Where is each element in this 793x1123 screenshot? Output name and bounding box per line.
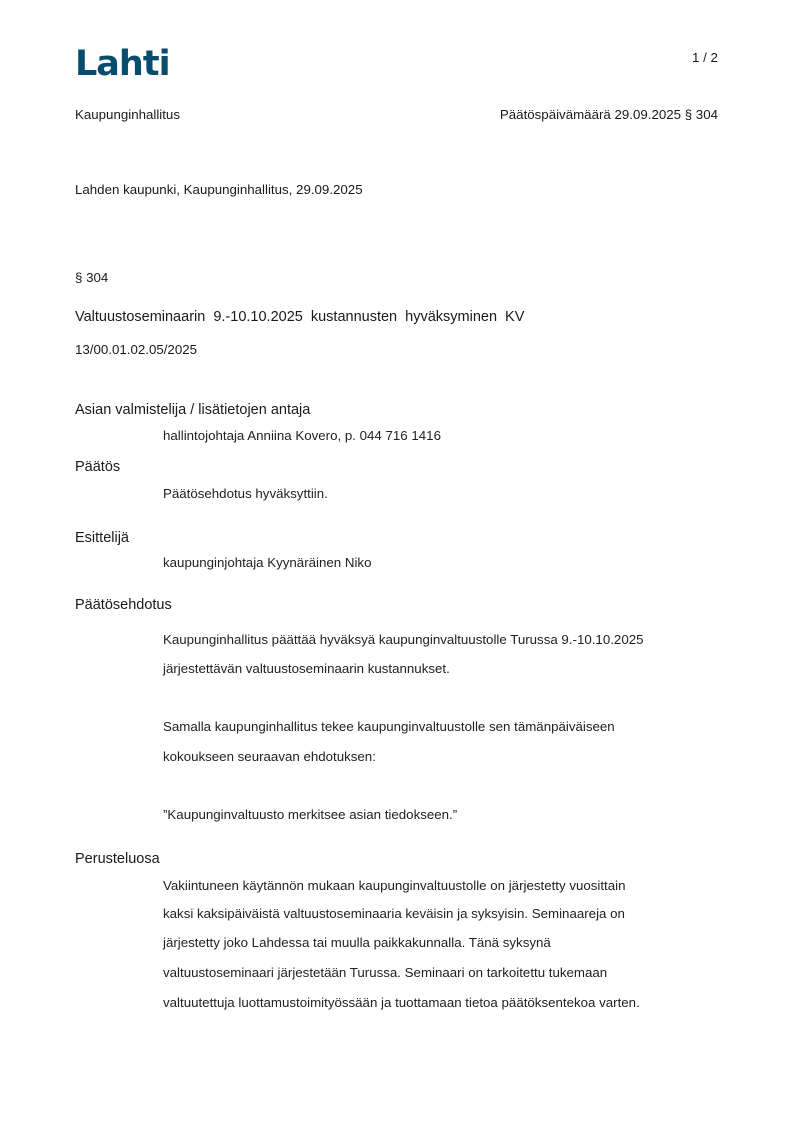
presenter-heading: Esittelijä: [75, 530, 129, 546]
proposal-heading: Päätösehdotus: [75, 597, 172, 613]
decision-heading: Päätös: [75, 459, 121, 475]
proposal-quote: ”Kaupunginvaltuusto merkitsee asian tiedokseen.”: [163, 807, 458, 822]
proposal-line: Kaupunginhallitus päättää hyväksyä kaupunginvaltuustolle Turussa 9.-10.10.2025: [163, 632, 644, 647]
proposal-line: Samalla kaupunginhallitus tekee kaupunginvaltuustolle sen tämänpäiväiseen: [163, 719, 615, 734]
proposal-line: kokoukseen seuraavan ehdotuksen:: [163, 749, 376, 764]
section-number: § 304: [75, 270, 109, 285]
rationale-line: järjestetty joko Lahdessa tai muulla paikkakunnalla. Tänä syksynä: [163, 935, 551, 950]
preparer-heading: Asian valmistelija / lisätietojen antaja: [75, 402, 311, 418]
record-number: 13/00.01.02.05/2025: [75, 342, 198, 357]
rationale-line: Vakiintuneen käytännön mukaan kaupunginvaltuustolle on järjestetty vuosittain: [163, 878, 626, 893]
preparer-text: hallintojohtaja Anniina Kovero, p. 044 716 1416: [163, 428, 441, 443]
proposal-line: järjestettävän valtuustoseminaarin kustannukset.: [163, 661, 450, 676]
rationale-line: valtuustoseminaari järjestetään Turussa. Seminaari on tarkoitettu tukemaan: [163, 965, 608, 980]
page-title: Valtuustoseminaarin 9.-10.10.2025 kustannusten hyväksyminen KV: [75, 309, 525, 325]
rationale-heading: Perusteluosa: [75, 851, 160, 867]
lahti-logo: Lahti: [75, 44, 170, 84]
presenter-text: kaupunginjohtaja Kyynäräinen Niko: [163, 555, 372, 570]
decision-text: Päätösehdotus hyväksyttiin.: [163, 486, 328, 501]
decision-date: Päätöspäivämäärä 29.09.2025 § 304: [499, 107, 718, 122]
meeting-line: Lahden kaupunki, Kaupunginhallitus, 29.09.2025: [75, 182, 363, 197]
rationale-line: valtuutettuja luottamustoimityössään ja tuottamaan tietoa päätöksentekoa varten.: [163, 995, 640, 1010]
rationale-line: kaksi kaksipäiväistä valtuustoseminaaria keväisin ja syksyisin. Seminaareja on: [163, 906, 625, 921]
organ-name: Kaupunginhallitus: [75, 107, 180, 122]
page-number: 1 / 2: [692, 50, 718, 65]
